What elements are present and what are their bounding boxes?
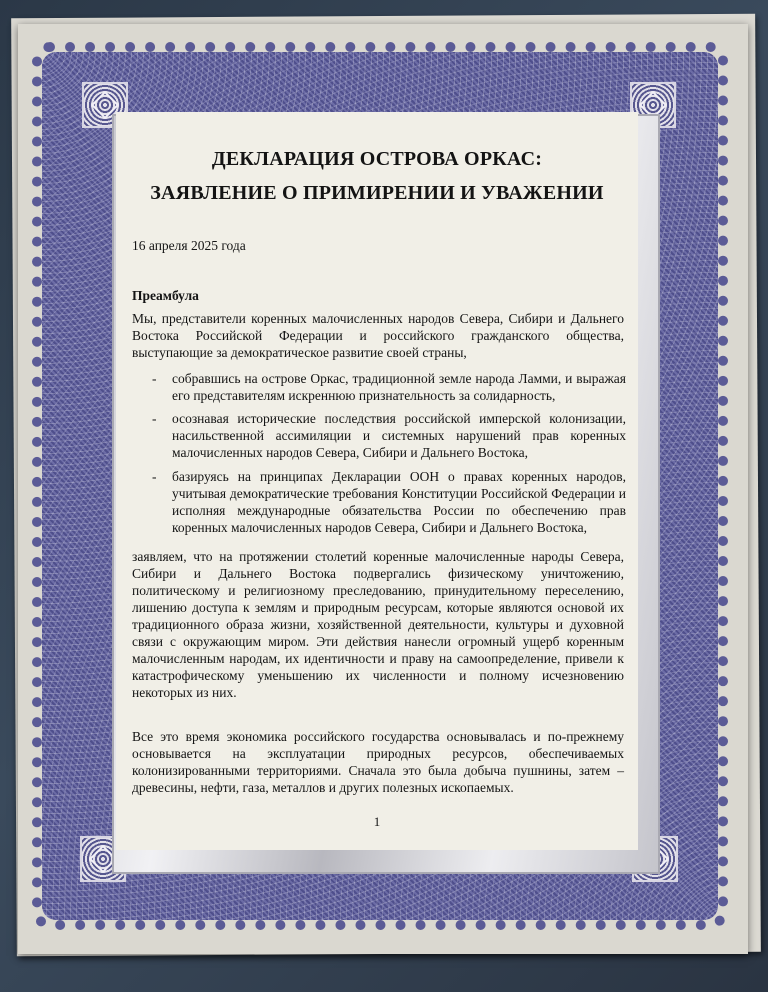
bullet-text: базируясь на принципах Декларации ООН о правах коренных народов, учитывая демократические требования Конституции Российской Федерации и исполняя международные обязательства России по обеспечению прав коренных малочисленных народов Севера, Сибири и Дальнего Востока, xyxy=(172,469,626,535)
bullet-dash: - xyxy=(152,411,157,426)
bullet-text: собравшись на острове Оркас, традиционной земле народа Ламми, и выражая его представителям искреннюю признательность за солидарность, xyxy=(172,371,626,403)
bullet-item xyxy=(152,468,626,536)
bullet-text: осознавая исторические последствия российской имперской колонизации, насильственной ассимиляции и системных нарушений прав коренных малочисленных народов Севера, Сибири и Дальнего Востока, xyxy=(172,411,626,460)
main-paragraph-2: Все это время экономика российского государства основывалась и по-прежнему основывается на эксплуатации природных ресурсов, обеспечиваемых колонизированными территориями. Сначала это была добыча пушнины, затем – древесины, нефти, газа, металлов и других полезных ископаемых. xyxy=(132,729,624,795)
bullet-item xyxy=(152,370,626,404)
section-heading: Преамбула xyxy=(132,288,199,303)
document-title xyxy=(116,142,638,210)
document-date: 16 апреля 2025 года xyxy=(132,238,246,253)
bullet-dash: - xyxy=(152,469,157,484)
title-line-2: ЗАЯВЛЕНИЕ О ПРИМИРЕНИИ И УВАЖЕНИИ xyxy=(150,182,604,204)
main-paragraph-1: заявляем, что на протяжении столетий коренные малочисленные народы Севера, Сибири и Дальнего Востока подвергались физическому уничтожению, политическому и религиозному преследованию, принудительному переселению, лишению доступа к землям и природным ресурсам, которые являются основой их традиционного образа жизни, хозяйственной деятельности, культуры и духовной связи с окружающим миром. Эти действия нанесли огромный ущерб коренным малочисленным народам, их идентичности и праву на самоопределение, привели к катастрофическому уменьшению их численности и полному исчезновению некоторых из них. xyxy=(132,549,624,700)
bullet-dash: - xyxy=(152,371,157,386)
title-line-1: ДЕКЛАРАЦИЯ ОСТРОВА ОРКАС: xyxy=(211,148,543,170)
intro-paragraph: Мы, представители коренных малочисленных народов Севера, Сибири и Дальнего Востока Российской Федерации и российского гражданского общества, выступающие за демократическое развитие своей страны, xyxy=(132,311,624,360)
page-number: 1 xyxy=(373,814,381,829)
document-body xyxy=(116,112,638,850)
bullet-item xyxy=(152,410,626,461)
